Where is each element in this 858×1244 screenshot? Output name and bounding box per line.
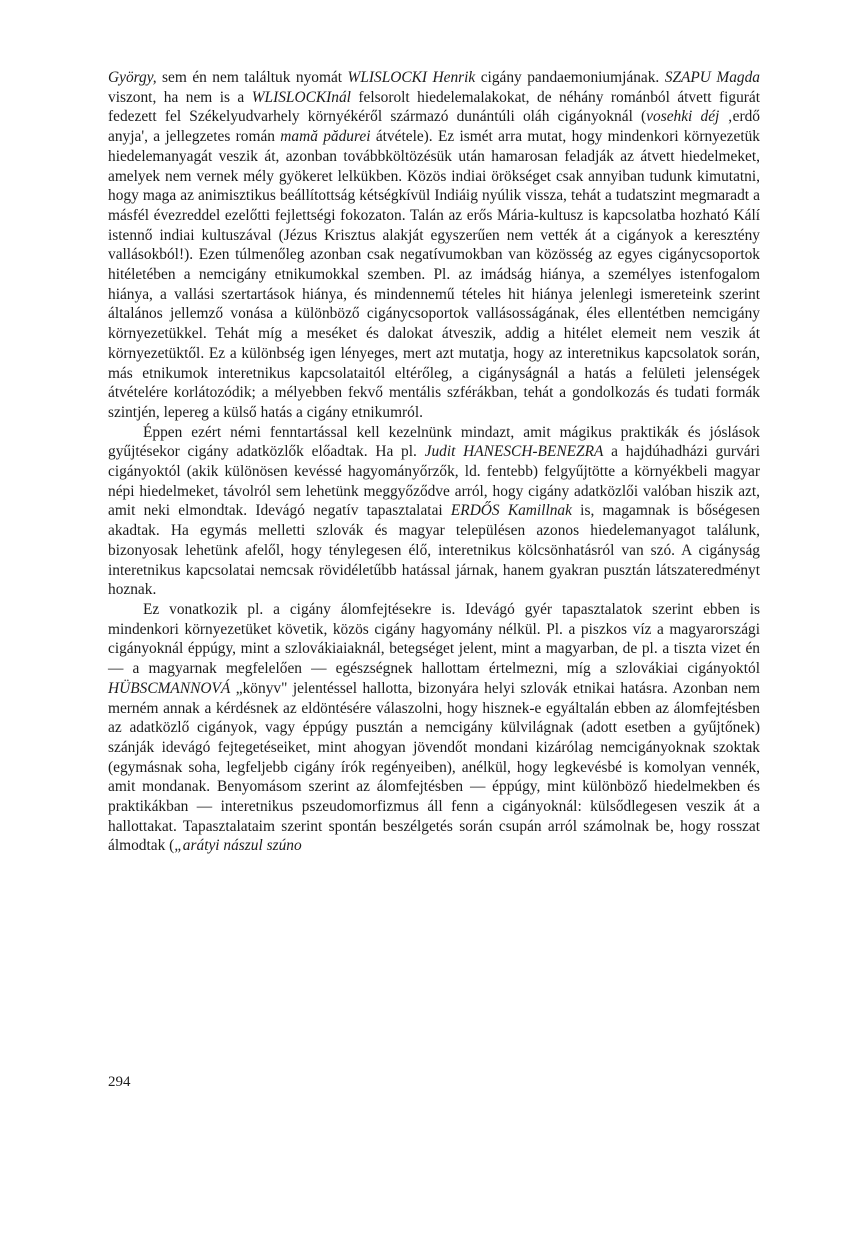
paragraph-2: [108, 423, 760, 600]
italic-name-run: vosehki déj: [646, 108, 720, 126]
text-run: sem én nem találtuk nyomát: [156, 69, 348, 86]
paragraph-1: [108, 68, 760, 423]
italic-name-run: WLISLOCKI Henrik: [347, 69, 476, 86]
italic-name-run: Judit HANESCH-BENEZRA: [424, 443, 604, 461]
text-run: a hajdúhadházi gurvári cigányoktól (akik különösen kevéssé hagyományőrzők, ld. fentebb) felgyűjtötte a környékbeli magyar népi hiedelmeket, távolról sem lehetünk meggyőződve arról, hogy cigány adatközlői valóban hiszik azt, amit neki elmondtak. Idevágó negatív tapasztalatai: [108, 443, 760, 520]
italic-name-run: WLISLOCKInál: [251, 88, 351, 106]
text-run: cigány pandaemoniumjának.: [475, 69, 665, 86]
text-run: is, magamnak is bőségesen akadtak. Ha egymás melletti szlovák és magyar településen azonos hiedelemanyagot találunk, bizonyosak lehetünk afelől, hogy ténylegesen élő, interetnikus kölcsönhatásról van szó. A cigányság interetnikus kapcsolatai nemcsak rövidéletűbb hatással járnak, hanem gyakran pusztán látszateredményt hoznak.: [108, 502, 760, 599]
text-run: Éppen ezért némi fenntartással kell kezelnünk mindazt, amit mágikus praktikák és jóslások gyűjtésekor cigány adatközlők előadtak. Ha pl.: [108, 423, 760, 461]
italic-name-run: György,: [108, 69, 157, 86]
text-run: „könyv" jelentéssel hallotta, bizonyára helyi szlovák etnikai hatásra. Azonban nem merném annak a kérdésnek az eldöntésére válaszolni, hogy hisznek-e egyáltalán ebben az álomfejtésben az adatközlő cigányok, vagy éppúgy pusztán a nemcigány külvilágnak (adott esetben a gyűjtőnek) szánják idevágó fejtegetéseiket, mint ahogyan jövendőt mondani kizárólag nemcigányoknak szoktak (egymásnak soha, legfeljebb cigány írók regényeiben), anélkül, hogy legkevésbé is komolyan vennék, amit mondanak. Benyomásom szerint az álomfejtésben — éppúgy, mint különböző hiedelmekben és praktikákban — interetnikus pszeudomorfizmus áll fenn a cigányoknál: külsődlegesen veszik át a hallottakat. Tapasztalataim szerint spontán beszélgetés során csupán arról számolnak be, hogy rosszat álmodtak (: [108, 679, 760, 855]
paragraph-3: [108, 600, 760, 856]
body-text: [108, 68, 760, 856]
page-number: 294: [108, 1074, 131, 1090]
italic-name-run: SZAPU Magda: [664, 69, 760, 86]
italic-name-run: „arátyi nászul szúno: [174, 837, 302, 855]
text-run: felsorolt hiedelemalakokat, de néhány románból átvett figurát fedezett fel Székelyudvarhely környékéről származó dunántúli oláh cigányoknál (: [108, 88, 760, 126]
text-run: Ez vonatkozik pl. a cigány álomfejtésekre is. Idevágó gyér tapasztalatok szerint ebben is mindenkori környezetüket követik, közös cigány hagyomány nélkül. Pl. a piszkos víz a magyarországi cigányoknál éppúgy, mint a szlovákiaiaknál, betegséget jelent, mint a magyarban, de pl. a tiszta vizet én — a magyarnak megfelelően — egészségnek hallottam értelmezni, míg a szlovákiai cigányoktól: [108, 600, 760, 678]
text-run: ‚erdő anyja', a jellegzetes román: [108, 108, 760, 146]
italic-name-run: ERDŐS Kamillnak: [450, 502, 572, 520]
italic-name-run: HÜBSCMANNOVÁ: [108, 679, 231, 697]
text-run: viszont, ha nem is a: [108, 88, 252, 106]
text-run: átvétele). Ez ismét arra mutat, hogy mindenkori környezetük hiedelemanyagát veszik át, azonban továbbköltözésük után hamarosan feladják az átvett hiedelmeket, amelyek nem vernek mély gyökeret lelkükben. Közös indiai örökséget csak annyiban tudunk kimutatni, hogy maga az animisztikus beállítottság kétségkívül Indiáig nyúlik vissza, tehát a tudatszint megmaradt a másfél évezreddel ezelőtti fejlettségi fokozaton. Talán az erős Mária-kultusz is kapcsolatba hozható Kálí istennő indiai kultuszával (Jézus Krisztus alakját egyszerűen nem vették át a cigányok a keresztény vallásokból!). Ezen túlmenőleg azonban csak negatívumokban van közösség az egyes cigánycsoportok hitéletében a nemcigány etnikumokkal szemben. Pl. az imádság hiánya, a személyes istenfogalom hiánya, a vallási szertartások hiánya, és mindennemű tételes hit hiánya jelenlegi ismereteink szerint általános jellemző vonása a különböző cigánycsoportok vallásosságának, éles ellentétben nemcigány környezetükkel. Tehát míg a meséket és dalokat átveszik, addig a hitélet elemeit nem veszik át környezetüktől. Ez a különbség igen lényeges, mert azt mutatja, hogy az interetnikus kapcsolatok során, más etnikumok interetnikus kapcsolataitól eltérőleg, a cigányságnál a hatás a felületi jelenségek átvételére korlátozódik; a mélyebben fekvő mentális szférákban, tehát a gondolkozás és tudati formák szintjén, lepereg a külső hatás a cigány etnikumról.: [108, 128, 760, 421]
italic-name-run: mamă pădurei: [280, 128, 371, 146]
